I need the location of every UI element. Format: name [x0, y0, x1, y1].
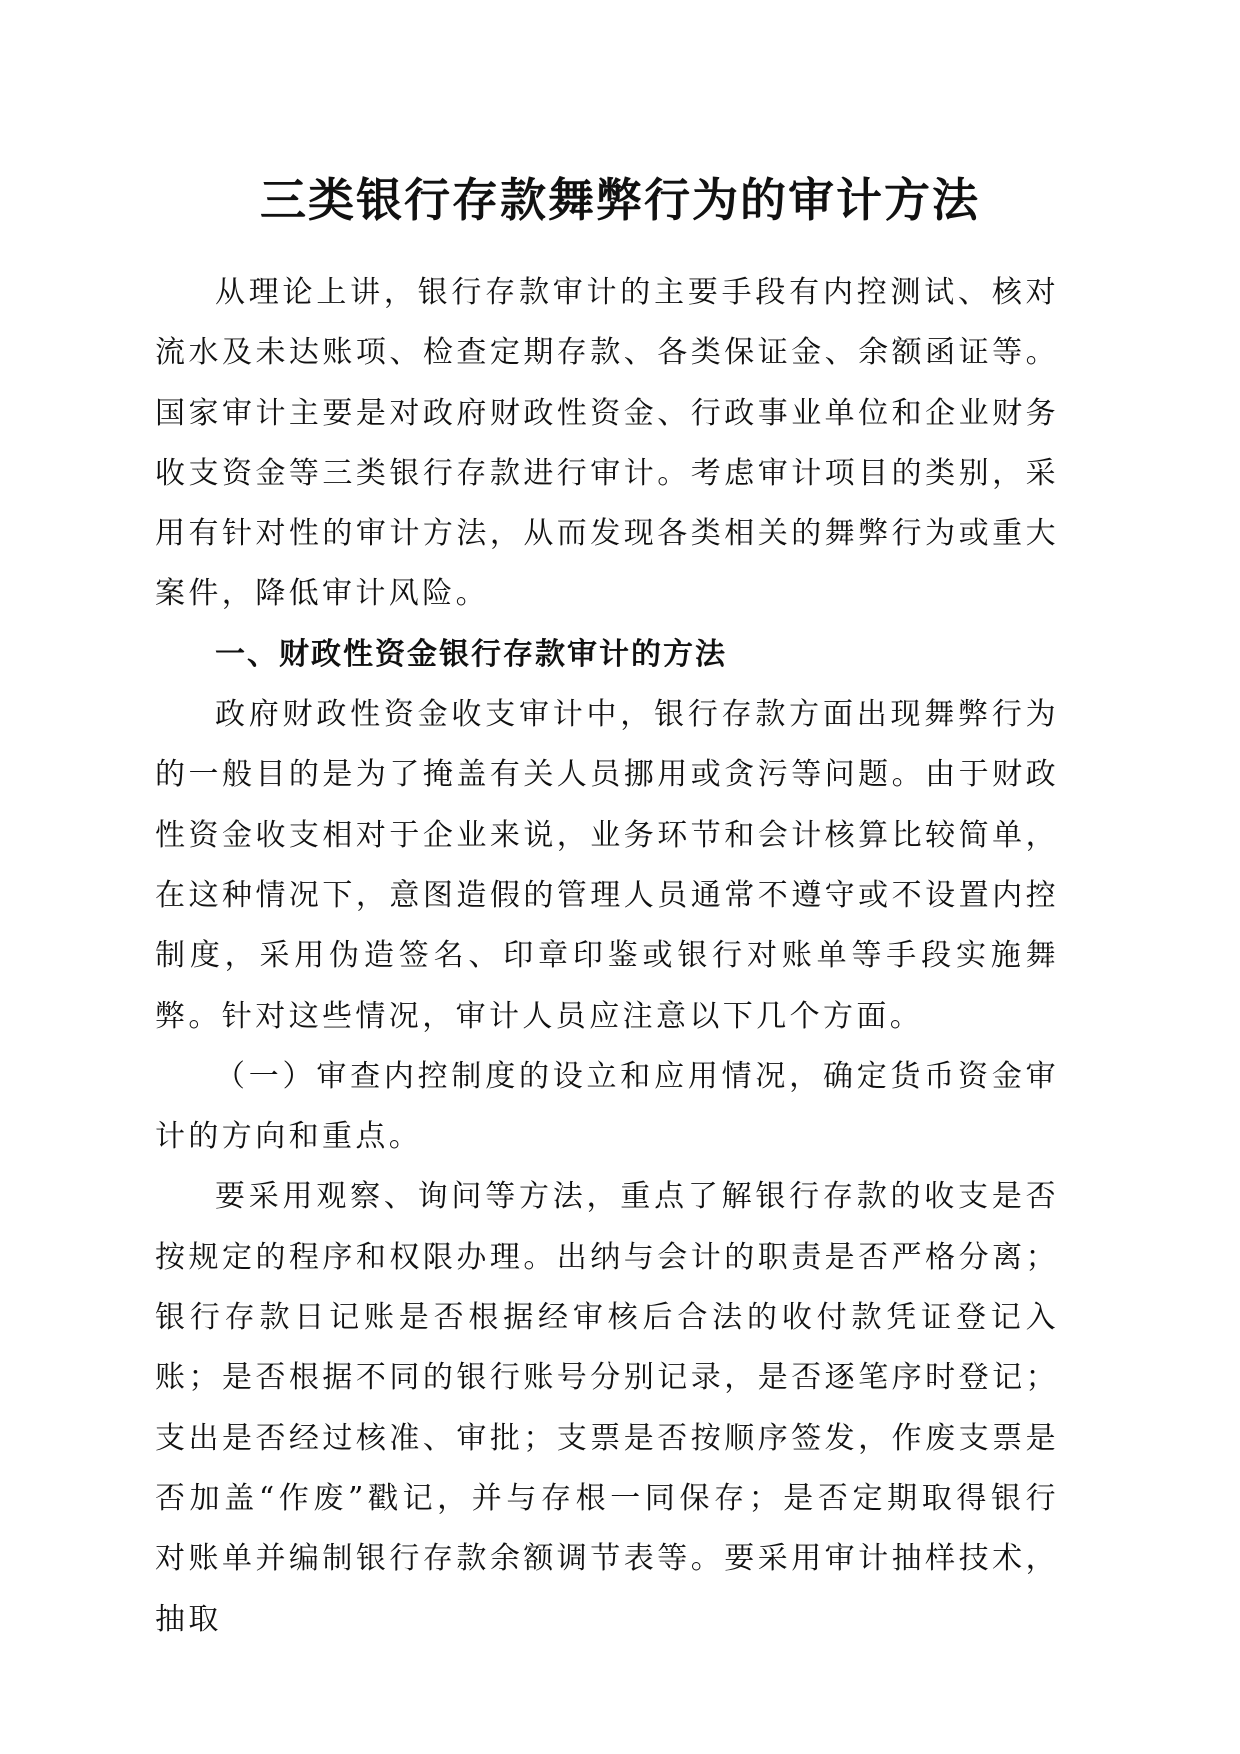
document-body	[155, 263, 1059, 1650]
paragraph-subsection-1: 要采用观察、询问等方法，重点了解银行存款的收支是否按规定的程序和权限办理。出纳与会计的职责是否严格分离；银行存款日记账是否根据经审核后合法的收付款凭证登记入账；是否根据不同的银行账号分别记录，是否逐笔序时登记；支出是否经过核准、审批；支票是否按顺序签发，作废支票是否加盖“作废”戳记，并与存根一同保存；是否定期取得银行对账单并编制银行存款余额调节表等。要采用审计抽样技术，抽取	[155, 1179, 1059, 1637]
document-title: 三类银行存款舞弊行为的审计方法	[260, 173, 980, 227]
section-heading-1: 一、财政性资金银行存款审计的方法	[215, 636, 727, 672]
paragraph-intro: 从理论上讲，银行存款审计的主要手段有内控测试、核对流水及未达账项、检查定期存款、各类保证金、余额函证等。国家审计主要是对政府财政性资金、行政事业单位和企业财务收支资金等三类银行存款进行审计。考虑审计项目的类别，采用有针对性的审计方法，从而发现各类相关的舞弊行为或重大案件，降低审计风险。	[155, 275, 1059, 612]
subsection-heading-1: （一）审查内控制度的设立和应用情况，确定货币资金审计的方向和重点。	[155, 1058, 1059, 1155]
paragraph-section-1: 政府财政性资金收支审计中，银行存款方面出现舞弊行为的一般目的是为了掩盖有关人员挪用或贪污等问题。由于财政性资金收支相对于企业来说，业务环节和会计核算比较简单，在这种情况下，意图造假的管理人员通常不遵守或不设置内控制度，采用伪造签名、印章印鉴或银行对账单等手段实施舞弊。针对这些情况，审计人员应注意以下几个方面。	[155, 697, 1059, 1034]
